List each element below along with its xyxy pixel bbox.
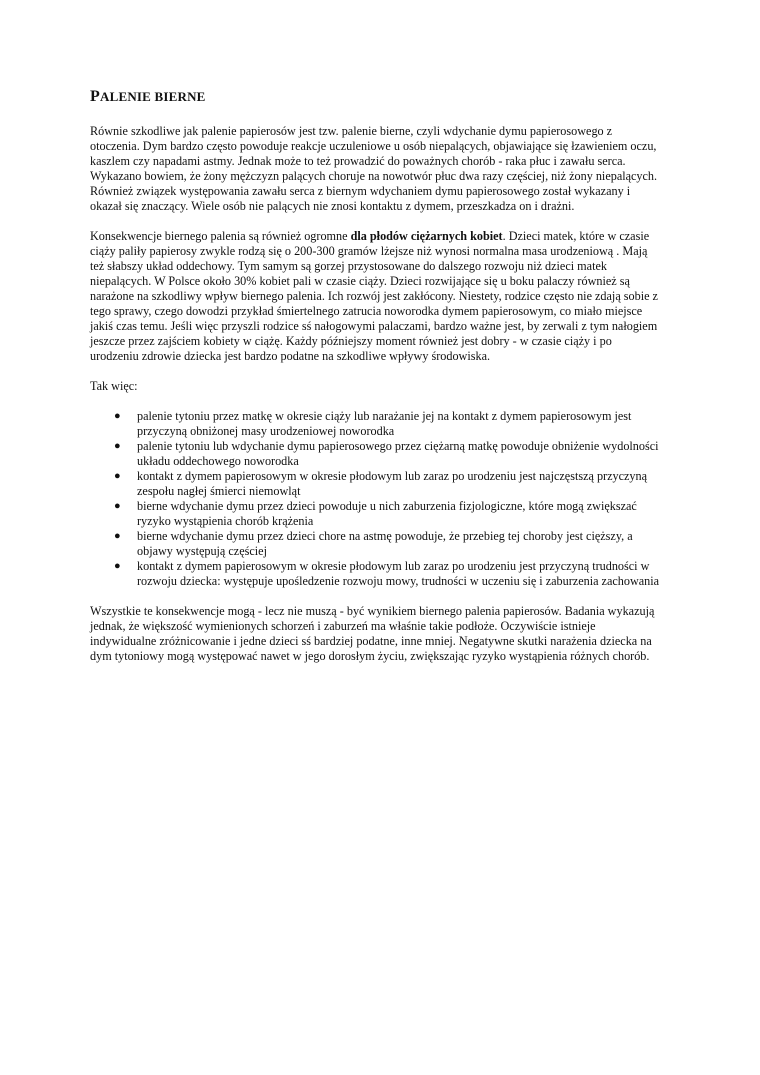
bullet-icon: ● (114, 470, 121, 482)
list-item (90, 499, 662, 529)
paragraph-conclusion: Wszystkie te konsekwencje mogą - lecz nie muszą - być wynikiem biernego palenia papierosów. Badania wykazują jednak, że większość wymienionych schorzeń i zaburzeń ma właśnie takie podłoże. Oczywiście istnieje indywidualne zróżnicowanie i jedne dzieci sś bardziej podatne, inne mniej. Negatywne skutki narażenia dziecka na dym tytoniowy mogą występować nawet w jego dorosłym życiu, zwiększając ryzyko wystąpienia różnych chorób. (90, 604, 655, 663)
paragraph-consequences-end: . Dzieci matek, które w czasie ciąży paliły papierosy zwykle rodzą się o 200-300 gramów lżejsze niż wynosi normalna masa urodzeniową . Mają też słabszy układ oddechowy. Tym samym są gorzej przystosowane do dalszego rozwoju niż dzieci matek niepalących. W Polsce około 30% kobiet pali w czasie ciąży. Dzieci rozwijające się u boku palaczy również są narażone na szkodliwy wpływ biernego palenia. Ich rozwój jest zakłócony. Niestety, rodzice często nie zdają sobie z tego sprawy, czego dowodzi przykład śmiertelnego zatrucia noworodka dymem papierosowym, co miało miejsce jakiś czas temu. Jeśli więc przyszli rodzice sś nałogowymi palaczami, bardzo ważne jest, by zerwali z tym nałogiem jeszcze przez zajściem kobiety w ciążę. Każdy późniejszy moment również jest dobry - w czasie ciąży i po urodzeniu zdrowie dziecka jest bardzo podatne na szkodliwe wpływy środowiska. (90, 229, 658, 363)
consequences-list (90, 409, 662, 589)
title-first-letter: P (90, 88, 100, 105)
list-item-text: palenie tytoniu lub wdychanie dymu papierosowego przez ciężarną matkę powoduje obniżenie wydolności układu oddechowego noworodka (137, 439, 659, 468)
paragraph-consequences-start: Konsekwencje biernego palenia są również ogromne (90, 229, 351, 243)
list-item-text: bierne wdychanie dymu przez dzieci powoduje u nich zaburzenia fizjologiczne, które mogą zwiększać ryzyko wystąpienia chorób krążenia (137, 499, 637, 528)
bullet-icon: ● (114, 530, 121, 542)
list-item (90, 469, 662, 499)
list-item (90, 559, 662, 589)
page-title (90, 88, 662, 106)
list-item (90, 529, 662, 559)
bullet-icon: ● (114, 410, 121, 422)
list-item-text: palenie tytoniu przez matkę w okresie ciąży lub narażanie jej na kontakt z dymem papierosowym jest przyczyną obniżonej masy urodzeniowej noworodka (137, 409, 632, 438)
paragraph-consequences-bold: dla płodów ciężarnych kobiet (350, 229, 503, 243)
bullet-icon: ● (114, 500, 121, 512)
list-item (90, 409, 662, 439)
document-page (90, 88, 662, 679)
bullet-icon: ● (114, 440, 121, 452)
list-item (90, 439, 662, 469)
list-item-text: kontakt z dymem papierosowym w okresie płodowym lub zaraz po urodzeniu jest przyczyną trudności w rozwoju dziecka: występuje upośledzenie rozwoju mowy, trudności w uczeniu się i zaburzenia zachowania (137, 559, 660, 588)
title-rest: ALENIE BIERNE (99, 89, 206, 104)
bullet-icon: ● (114, 560, 121, 572)
list-item-text: bierne wdychanie dymu przez dzieci chore na astmę powoduje, że przebieg tej choroby jest cięższy, a objawy występują częściej (137, 529, 633, 558)
paragraph-intro: Równie szkodliwe jak palenie papierosów jest tzw. palenie bierne, czyli wdychanie dymu papierosowego z otoczenia. Dym bardzo często powoduje reakcje uczuleniowe u osób niepalących, objawiające się łzawieniem oczu, kaszlem czy napadami astmy. Jednak może to też prowadzić do poważnych chorób - raka płuc i zawału serca. Wykazano bowiem, że żony mężczyzn palących choruje na nowotwór płuc dwa razy częściej, niż żony niepalących. Również związek występowania zawału serca z biernym wdychaniem dymu papierosowego został wykazany i okazał się znaczący. Wiele osób nie palących nie znosi kontaktu z dymem, przeszkadza on i drażni. (90, 124, 658, 213)
list-item-text: kontakt z dymem papierosowym w okresie płodowym lub zaraz po urodzeniu jest najczęstszą przyczyną zespołu nagłej śmierci niemowląt (137, 469, 648, 498)
paragraph-consequences (90, 229, 662, 364)
list-intro: Tak więc: (90, 379, 138, 393)
